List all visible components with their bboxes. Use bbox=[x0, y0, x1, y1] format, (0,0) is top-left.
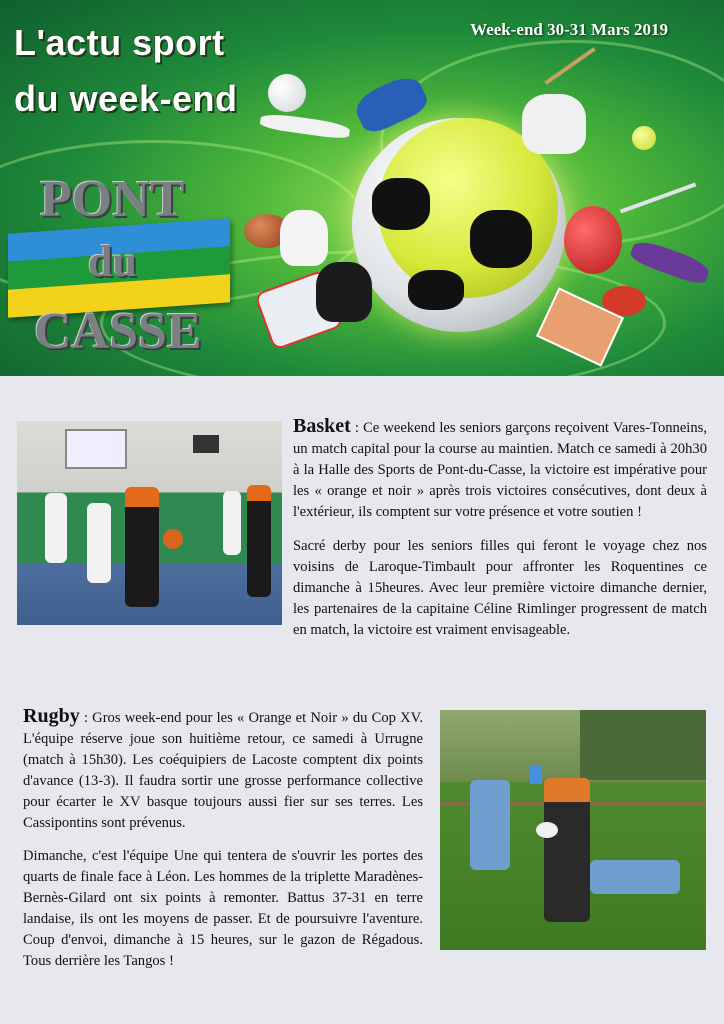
boxing-glove-icon bbox=[564, 206, 622, 274]
basket-photo bbox=[17, 421, 282, 625]
swimmer-figure bbox=[628, 237, 711, 287]
tree-background bbox=[580, 710, 706, 780]
ball-patch bbox=[372, 178, 430, 230]
logo-pont: PONT bbox=[40, 171, 185, 228]
player-figure bbox=[223, 491, 241, 555]
rugby-paragraph-2: Dimanche, c'est l'équipe Une qui tentera de s'ouvrir les portes des quarts de finale face à Léon. Les hommes de la triplette Maradènes-Bernès-Gilard ont six points à remonter. Battus 37-31 en terre landaise, ils ont les moyens de passer. Et de poursuivre l'aventure. Coup d'envoi, dimanche à 15 heures, sur le gazon de Régadous. Tous derrière les Tangos ! bbox=[23, 848, 423, 969]
player-figure bbox=[247, 485, 271, 597]
basketball-player-figure bbox=[280, 210, 328, 266]
banner-title-line1: L'actu sport bbox=[14, 22, 225, 63]
small-tennis-ball-icon bbox=[632, 126, 656, 150]
basket-paragraph-1 bbox=[293, 416, 707, 523]
logo-casse: CASSE bbox=[34, 303, 202, 360]
ball-patch bbox=[408, 270, 464, 310]
hockey-player-figure bbox=[316, 262, 372, 322]
corner-flag-icon bbox=[530, 766, 542, 784]
player-figure bbox=[544, 778, 590, 922]
basket-hoop-board bbox=[65, 429, 127, 469]
banner-title-line2: du week-end bbox=[14, 78, 238, 119]
volleyball-icon bbox=[268, 74, 306, 112]
rugby-text-1: : Gros week-end pour les « Orange et Noir » du Cop XV. L'équipe réserve joue son huitième retour, ce samedi à Urrugne (match à 15h30). Les coéquipiers de Lacoste comptent dix points d'avance (13-3). Il faudra sortir une grosse performance collective pour écarter le XV basque toujours aussi fier sur ses terres. Les Cassipontins sont prévenus. bbox=[23, 710, 423, 831]
basketball-icon bbox=[163, 529, 183, 549]
logo-du: du bbox=[88, 237, 137, 286]
header-banner bbox=[0, 0, 724, 376]
basket-heading: Basket bbox=[293, 415, 351, 437]
player-figure bbox=[590, 860, 680, 894]
basket-paragraph-2: Sacré derby pour les seniors filles qui feront le voyage chez nos voisins de Laroque-Timbault pour affronter les Roquentines ce dimanche à 15heures. Avec leur première victoire dimanche dernier, les partenaires de la capitaine Céline Rimlinger progressent de match en match, la victoire est vraiment envisageable. bbox=[293, 538, 707, 638]
rugby-ball-icon bbox=[536, 822, 558, 838]
soccer-player-leg bbox=[259, 112, 350, 140]
banner-date: Week-end 30-31 Mars 2019 bbox=[470, 20, 668, 39]
player-figure bbox=[45, 493, 67, 563]
basket-text-1: : Ce weekend les seniors garçons reçoivent Vares-Tonneins, un match capital pour la course au maintien. Match ce samedi à 20h30 à la Halle des Sports de Pont-du-Casse, la victoire est impérative pour les « orange et noir » après trois victoires consécutives, dont deux à l'extérieur, ils comptent sur votre présence et votre soutien ! bbox=[293, 420, 707, 520]
player-figure bbox=[87, 503, 111, 583]
rugby-photo bbox=[440, 710, 706, 950]
ball-patch bbox=[470, 210, 532, 268]
tennis-player-figure bbox=[522, 94, 586, 154]
player-figure bbox=[470, 780, 510, 870]
rugby-heading: Rugby bbox=[23, 705, 80, 727]
player-figure bbox=[125, 487, 159, 607]
rugby-paragraph-1 bbox=[23, 706, 423, 834]
scoreboard bbox=[193, 435, 219, 453]
